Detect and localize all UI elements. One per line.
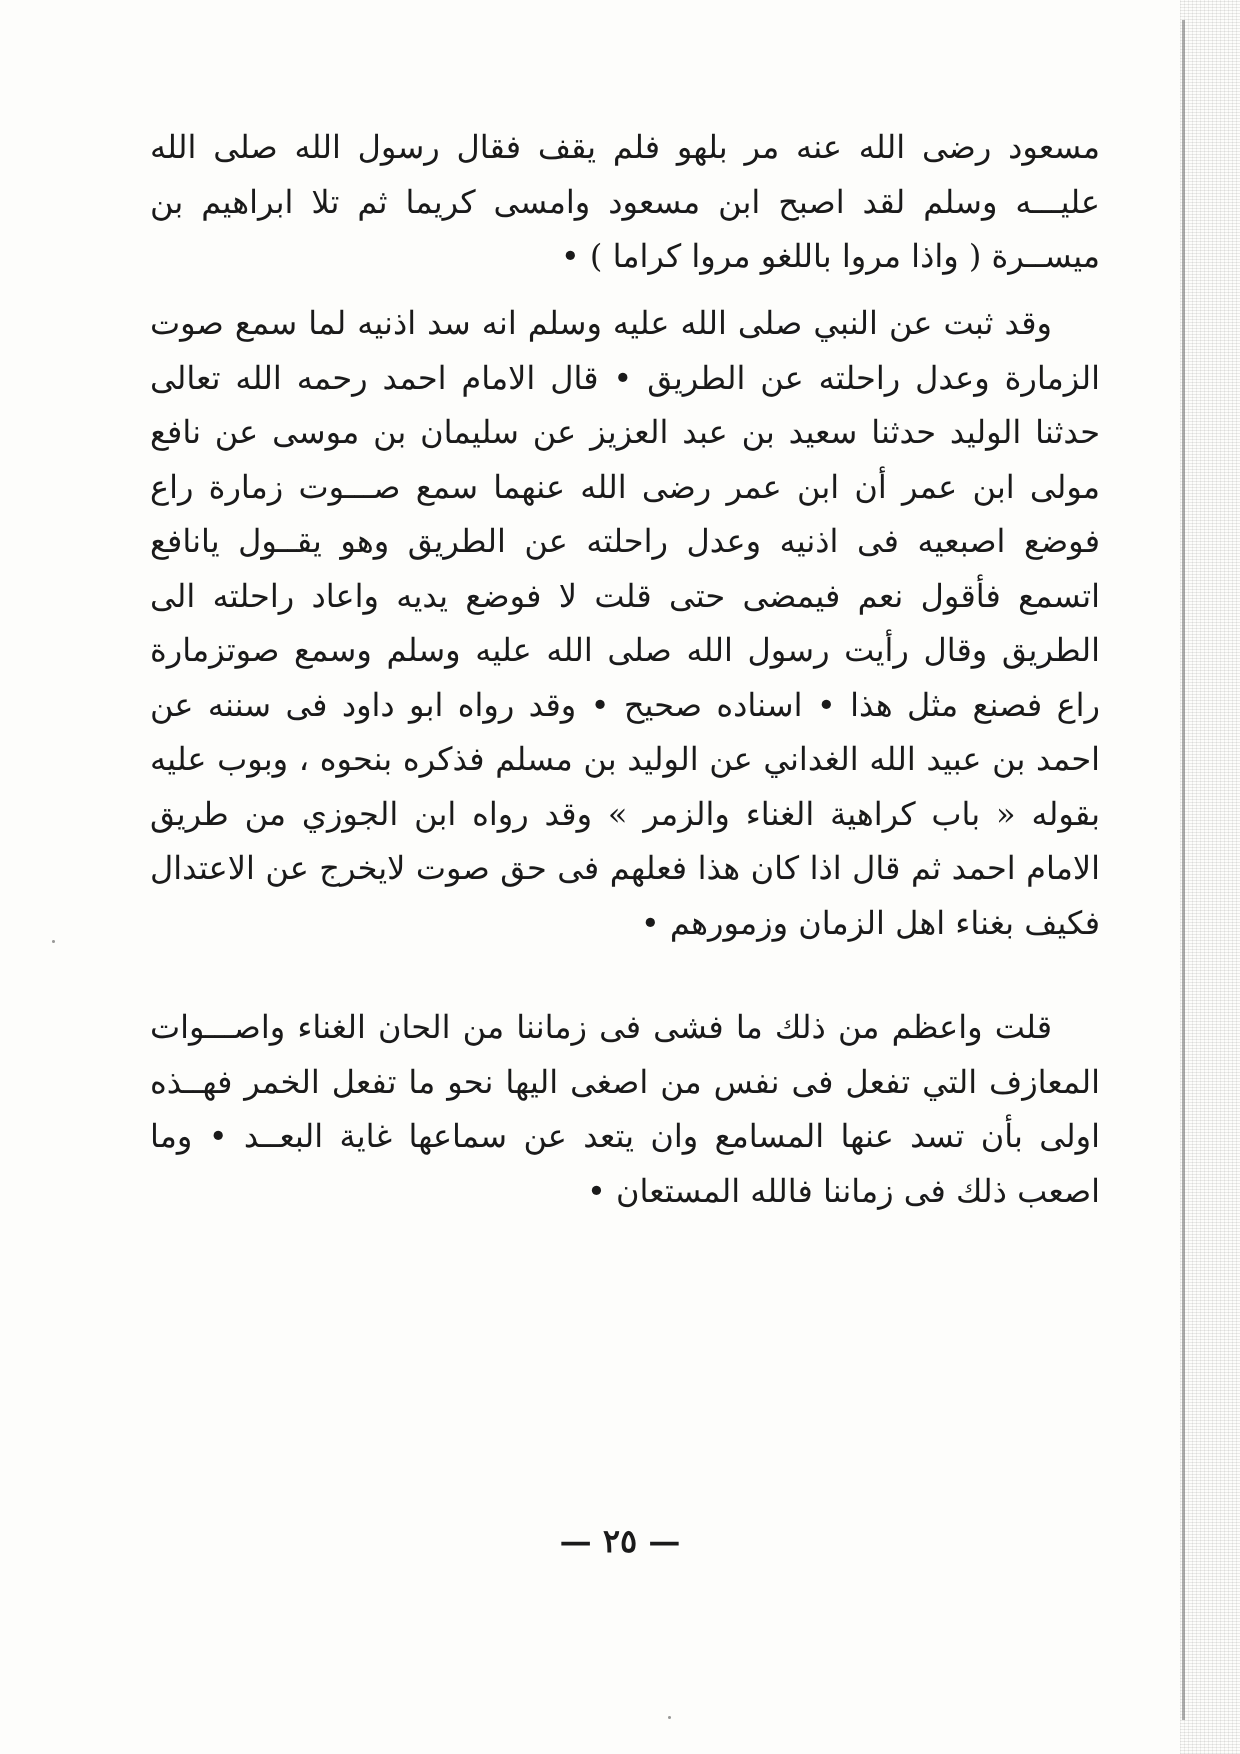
paragraph-1: [150, 120, 1100, 284]
scan-speck: [668, 1716, 671, 1719]
paragraph-text: مسعود رضى الله عنه مر بلهو فلم يقف فقال رسول الله صلى الله عليـــه وسلم لقد اصبح ابن مسعود وامسى كريما ثم تلا ابراهيم بن ميســرة ( واذا مروا باللغو مروا كراما ) •: [150, 128, 1100, 275]
page-number: — ٢٥ —: [559, 1522, 681, 1560]
binding-line: [1182, 20, 1185, 1720]
paragraph-3: [150, 1000, 1100, 1218]
paragraph-text: قلت واعظم من ذلك ما فشى فى زماننا من الحان الغناء واصـــوات المعازف التي تفعل فى نفس من اصغى اليها نحو ما تفعل الخمر فهــذه اولى بأن تسد عنها المسامع وان يتعد عن سماعها غاية البعــد • وما اصعب ذلك فى زماننا فالله المستعان •: [150, 1008, 1100, 1210]
scan-speck: [52, 940, 55, 943]
paragraph-2: [150, 296, 1100, 950]
page-edge-shadow: [1180, 0, 1240, 1754]
paragraph-text: وقد ثبت عن النبي صلى الله عليه وسلم انه سد اذنيه لما سمع صوت الزمارة وعدل راحلته عن الطريق • قال الامام احمد رحمه الله تعالى حدثنا الوليد حدثنا سعيد بن عبد العزيز عن سليمان بن موسى عن نافع مولى ابن عمر أن ابن عمر رضى الله عنهما سمع صـــوت زمارة راع فوضع اصبعيه فى اذنيه وعدل راحلته عن الطريق وهو يقــول يانافع اتسمع فأقول نعم فيمضى حتى قلت لا فوضع يديه واعاد راحلته الى الطريق وقال رأيت رسول الله صلى الله عليه وسلم وسمع صوتزمارة راع فصنع مثل هذا • اسناده صحيح • وقد رواه ابو داود فى سننه عن احمد بن عبيد الله الغداني عن الوليد بن مسلم فذكره بنحوه ، وبوب عليه بقوله « باب كراهية الغناء والزمر » وقد رواه ابن الجوزي من طريق الامام احمد ثم قال اذا كان هذا فعلهم فى حق صوت لايخرج عن الاعتدال فكيف بغناء اهل الزمان وزمورهم •: [150, 304, 1101, 942]
